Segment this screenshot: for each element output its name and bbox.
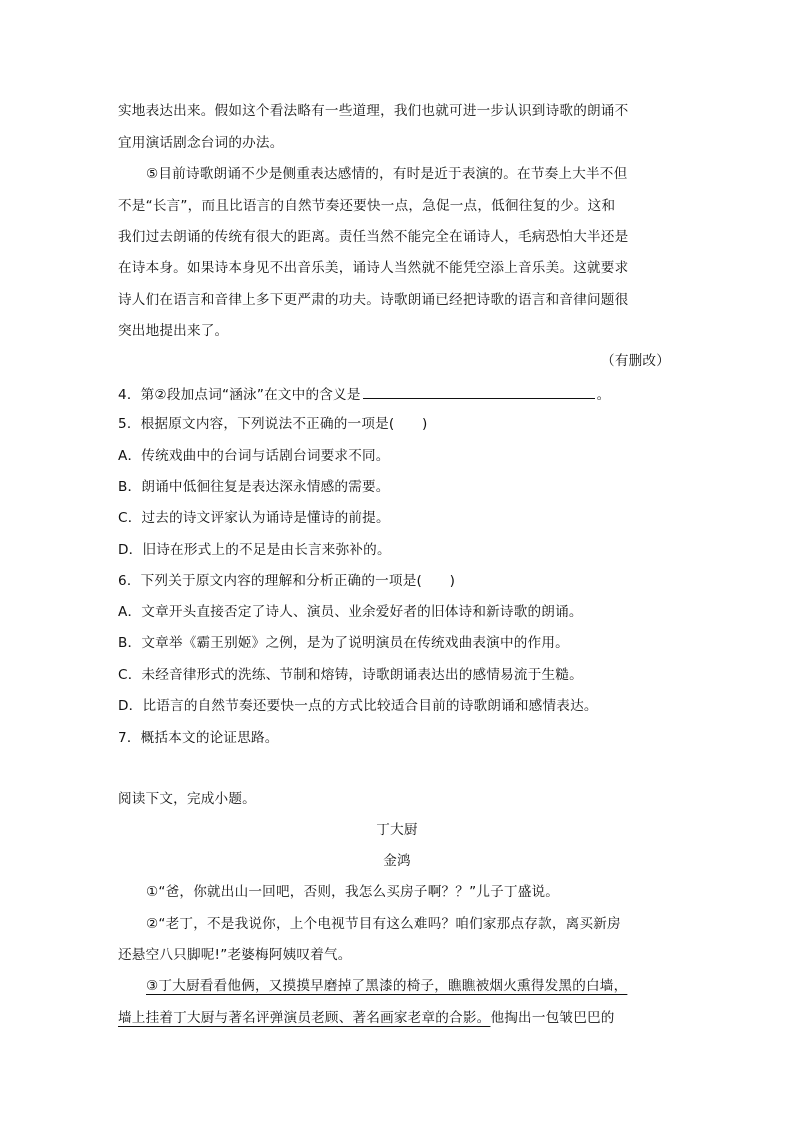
option-d: D．旧诗在形式上的不足是由长言来弥补的。: [118, 542, 391, 558]
question-6: 6．下列关于原文内容的理解和分析正确的一项是( ): [118, 573, 456, 589]
option-a: A．传统戏曲中的台词与话剧台词要求不同。: [118, 448, 390, 464]
paragraph-line: 我们过去朗诵的传统有很大的距离。责任当然不能完全在诵诗人，毛病恐怕大半还是: [118, 229, 629, 245]
paragraph-line: 不是“长言”，而且比语言的自然节奏还要快一点，急促一点，低徊往复的少。这和: [118, 198, 616, 214]
story-title: 丁大厨: [376, 822, 418, 838]
edit-note: （有删改）: [601, 353, 670, 369]
paragraph-line: 还悬空八只脚呢!”老婆梅阿姨叹着气。: [118, 947, 352, 963]
underlined-line: ③丁大厨看看他俩，又摸摸早磨掉了黑漆的椅子，瞧瞧被烟火熏得发黑的白墙，: [146, 978, 628, 994]
paragraph-line: 诗人们在语言和音律上多下更严肃的功夫。诗歌朗诵已经把诗歌的语言和音律问题很: [118, 292, 629, 308]
sentence-continuation: 他掏出一包皱巴巴的: [490, 1010, 615, 1026]
paragraph-line: ②“老丁，不是我说你，上个电视节目有这么难吗？咱们家那点存款，离买新房: [146, 916, 621, 932]
reading-intro: 阅读下文，完成小题。: [118, 791, 256, 807]
option-c: C．未经音律形式的洗练、节制和熔铸，诗歌朗诵表达出的感情易流于生糙。: [118, 667, 583, 683]
paragraph-line: 宜用演话剧念台词的办法。: [118, 135, 284, 151]
answer-blank[interactable]: [363, 384, 595, 399]
paragraph-line: 实地表达出来。假如这个看法略有一些道理，我们也就可进一步认识到诗歌的朗诵不: [118, 103, 629, 119]
paragraph-line: 突出地提出来了。: [118, 323, 229, 339]
story-author: 金鸿: [383, 853, 411, 869]
question-4-end: 。: [596, 387, 611, 403]
option-b: B．文章举《霸王别姬》之例，是为了说明演员在传统戏曲表演中的作用。: [118, 635, 569, 651]
paragraph-line: ①“爸，你就出山一回吧，否则，我怎么买房子啊？？”儿子丁盛说。: [146, 884, 560, 900]
question-5: 5．根据原文内容，下列说法不正确的一项是( ): [118, 416, 428, 432]
paragraph-line: 在诗本身。如果诗本身见不出音乐美，诵诗人当然就不能凭空添上音乐美。这就要求: [118, 260, 629, 276]
question-7: 7．概括本文的论证思路。: [118, 730, 279, 746]
option-d: D．比语言的自然节奏还要快一点的方式比较适合目前的诗歌朗诵和感情表达。: [118, 698, 598, 714]
paragraph-line: [118, 1008, 678, 1028]
option-c: C．过去的诗文评家认为诵诗是懂诗的前提。: [118, 510, 390, 526]
underlined-sentence: 墙上挂着丁大厨与著名评弹演员老顾、著名画家老章的合影。: [118, 1010, 491, 1026]
paragraph-line: ⑤目前诗歌朗诵不少是侧重表达感情的，有时是近于表演的。在节奏上大半不但: [146, 166, 628, 182]
question-4-text: 4．第②段加点词“涵泳”在文中的含义是: [118, 387, 361, 403]
option-b: B．朗诵中低徊往复是表达深永情感的需要。: [118, 479, 390, 495]
question-4: [118, 384, 678, 405]
option-a: A．文章开头直接否定了诗人、演员、业余爱好者的旧体诗和新诗歌的朗诵。: [118, 604, 583, 620]
